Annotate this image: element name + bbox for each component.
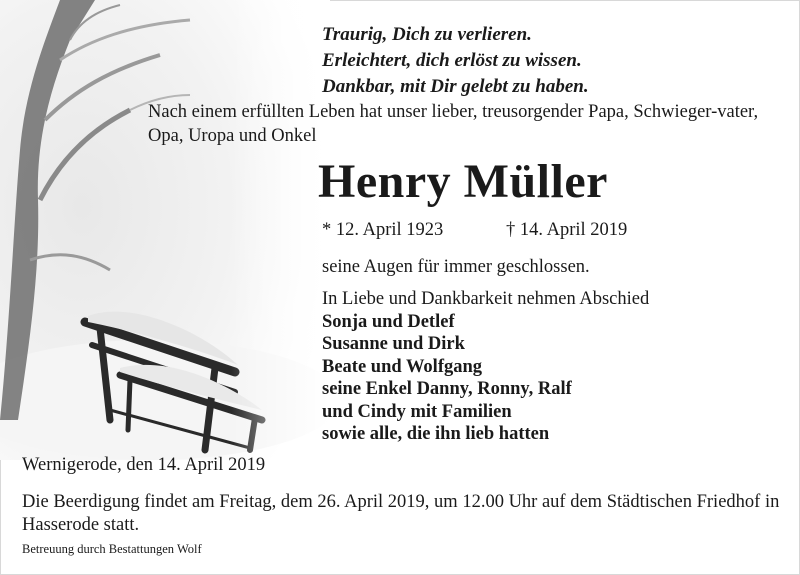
mourner-name: sowie alle, die ihn lieb hatten: [322, 424, 550, 444]
birth-date: * 12. April 1923: [322, 220, 444, 240]
funeral-info: Die Beerdigung findet am Freitag, dem 26. April 2019, um 12.00 Uhr auf dem Städtischen Friedhof in Hasserode statt.: [22, 492, 780, 535]
life-dates: [322, 218, 628, 242]
closed-eyes-text: seine Augen für immer geschlossen.: [322, 257, 590, 277]
tree-and-bench-icon: [0, 0, 330, 460]
mourner-name: Susanne und Dirk: [322, 334, 465, 354]
mourner-name: und Cindy mit Familien: [322, 401, 512, 422]
mourner-name: Sonja und Detlef: [322, 311, 455, 332]
mourner-name: seine Enkel Danny, Ronny, Ralf: [322, 379, 572, 399]
deceased-name: Henry Müller: [318, 155, 608, 208]
death-date: † 14. April 2019: [506, 220, 628, 240]
verse-line-1: Traurig, Dich zu verlieren.: [322, 24, 532, 45]
verse: [322, 22, 589, 100]
verse-line-3: Dankbar, mit Dir gelebt zu haben.: [322, 76, 589, 97]
undertaker-credit: Betreuung durch Bestattungen Wolf: [22, 542, 202, 556]
verse-line-2: Erleichtert, dich erlöst zu wissen.: [322, 50, 582, 71]
mourner-name: Beate und Wolfgang: [322, 356, 483, 377]
intro-text: Nach einem erfüllten Leben hat unser lieber, treusorgender Papa, Schwieger-vater, Opa, Uropa und Onkel: [148, 102, 759, 146]
mourners-list: [322, 288, 649, 446]
place-and-date: Wernigerode, den 14. April 2019: [22, 455, 266, 475]
farewell-lead: In Liebe und Dankbarkeit nehmen Abschied: [322, 289, 650, 309]
